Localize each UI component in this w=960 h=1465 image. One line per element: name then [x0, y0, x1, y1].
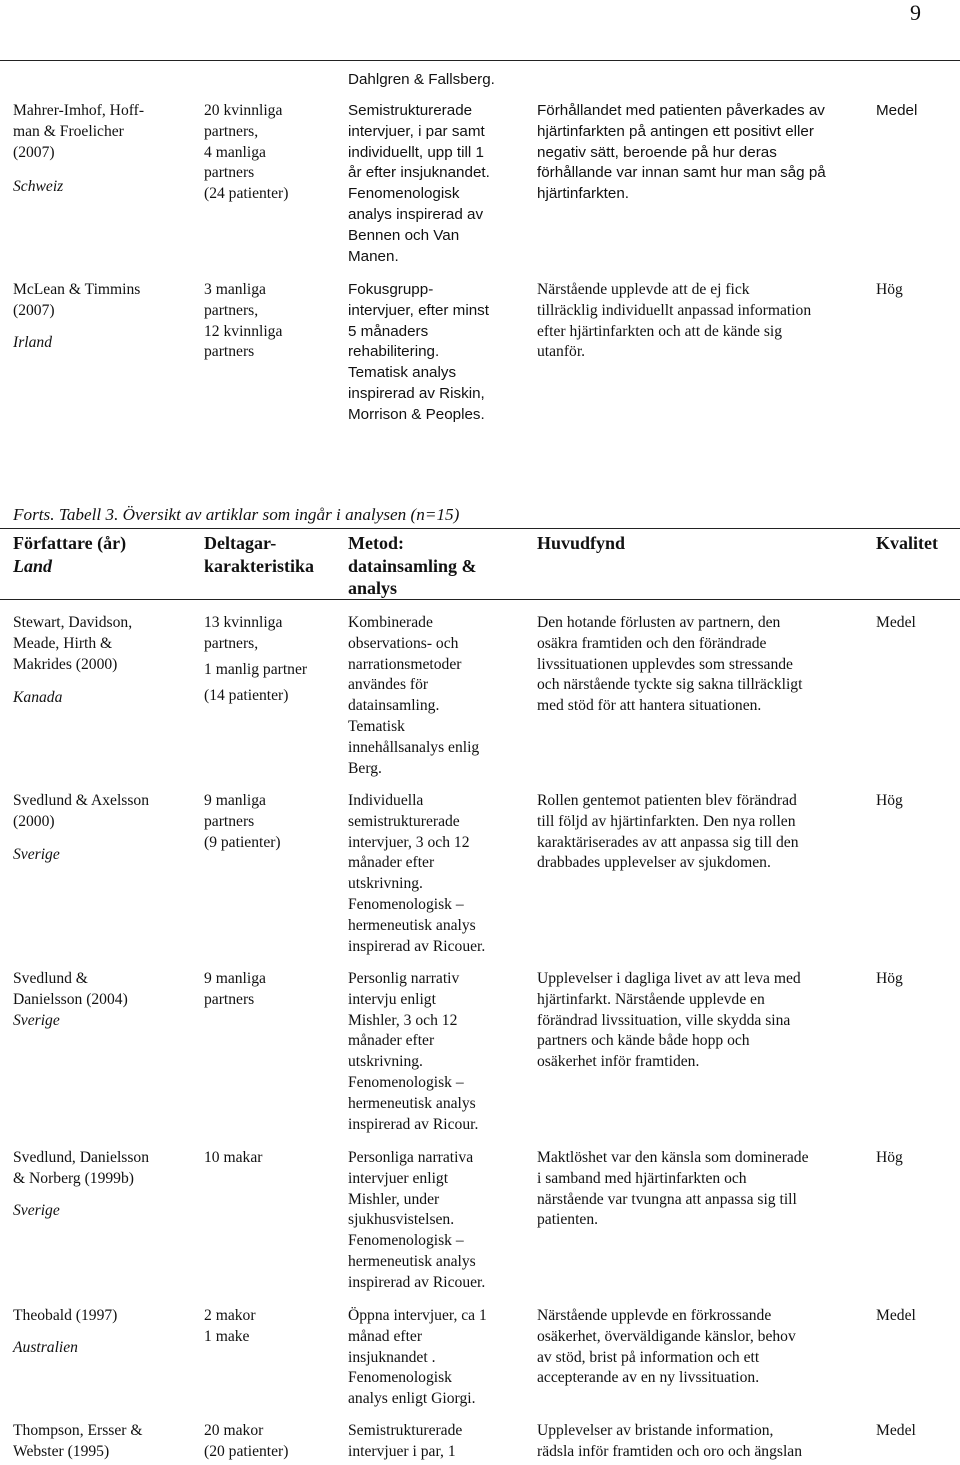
prev-row-0-author: Mahrer-Imhof, Hoff- man & Froelicher (2007): [13, 102, 145, 161]
row-3-author: Svedlund, Danielsson & Norberg (1999b): [13, 1149, 150, 1187]
row-3-method: Personliga narrativa intervjuer enligt Mishler, under sjukhusvistelsen. Fenomenologisk – hermeneutisk analys inspirerad av Ricouer.: [348, 1149, 486, 1291]
row-5-quality: Medel: [876, 1422, 916, 1439]
row-2-findings: Upplevelser i dagliga livet av att leva med hjärtinfarkt. Närstående upplevde en förändrad livssituation, ville skydda sina partners och kände både hopp och osäkerhet inför framtiden.: [537, 970, 801, 1071]
row-1-quality: Hög: [876, 792, 903, 809]
row-0-method: Kombinerade observations- och narrationsmetoder användes för datainsamling. Tematisk innehållsanalys enlig Berg.: [348, 614, 480, 777]
row-4-author: Theobald (1997): [13, 1307, 118, 1324]
row-1-findings: Rollen gentemot patienten blev förändrad till följd av hjärtinfarkten. Den nya rollen karaktäriserades av att anpassa sig till den drabbades upplevelser av sjukdomen.: [537, 792, 799, 872]
prev-row-1-findings: Närstående upplevde att de ej fick tillräcklig individuellt anpassad information efter hjärtinfarkten och att de kände sig utanför.: [537, 281, 812, 361]
row-3-participants: 10 makar: [204, 1149, 263, 1166]
row-2-author: Svedlund & Danielsson (2004): [13, 970, 128, 1008]
row-4-findings: Närstående upplevde en förkrossande osäkerhet, överväldigande känslor, behov av stöd, brist på information och ett accepterande av en ny livssituation.: [537, 1307, 796, 1387]
header-participants: Deltagar- karakteristika: [204, 533, 314, 576]
prev-row-0-method: Semistrukturerade intervjuer, i par samt individuellt, upp till 1 år efter insjuknandet. Fenomenologisk analys inspirerad av Bennen och Van Manen.: [348, 102, 490, 265]
row-3-country: Sverige: [13, 1202, 60, 1219]
table-caption: Forts. Tabell 3. Översikt av artiklar som ingår i analysen (n=15): [13, 505, 460, 524]
header-bottom-rule: [0, 599, 960, 600]
prev-row-0-findings: Förhållandet med patienten påverkades av hjärtinfarkten på antingen ett positivt eller negativ sätt, beroende på hur deras förhållande var innan samt hur man såg på hjärtinfarkten.: [537, 102, 826, 203]
row-5-participants: 20 makor (20 patienter): [204, 1422, 289, 1460]
prev-continuation: Dahlgren & Fallsberg.: [348, 71, 495, 88]
row-4-participants: 2 makor 1 make: [204, 1307, 256, 1345]
header-findings: Huvudfynd: [537, 533, 626, 553]
header-top-rule: [0, 528, 960, 529]
prev-row-1-author: McLean & Timmins (2007): [13, 281, 141, 319]
page-number: 9: [910, 0, 921, 25]
row-4-method: Öppna intervjuer, ca 1 månad efter insjuknandet . Fenomenologisk analys enligt Giorgi.: [348, 1307, 487, 1408]
row-0-country: Kanada: [13, 689, 63, 706]
top-rule: [0, 60, 960, 61]
header-quality: Kvalitet: [876, 533, 938, 553]
row-1-participants: 9 manliga partners (9 patienter): [204, 792, 281, 851]
row-1-method: Individuella semistrukturerade intervjuer, 3 och 12 månader efter utskrivning. Fenomenologisk – hermeneutisk analys inspirerad av Ricouer.: [348, 792, 486, 955]
header-method: Metod: datainsamling & analys: [348, 533, 477, 598]
row-0-participants: 13 kvinnliga partners, 1 manlig partner (14 patienter): [204, 614, 308, 705]
row-0-quality: Medel: [876, 614, 916, 631]
prev-row-1-country: Irland: [13, 334, 52, 351]
row-5-method: Semistrukturerade intervjuer i par, 1: [348, 1422, 463, 1460]
row-4-country: Australien: [13, 1339, 78, 1356]
prev-row-1-quality: Hög: [876, 281, 903, 298]
row-3-quality: Hög: [876, 1149, 903, 1166]
row-2-country: Sverige: [13, 1012, 60, 1029]
prev-row-1-method: Fokusgrupp- intervjuer, efter minst 5 månaders rehabilitering. Tematisk analys inspirerad av Riskin, Morrison & Peoples.: [348, 281, 489, 423]
row-1-author: Svedlund & Axelsson (2000): [13, 792, 150, 830]
row-5-author: Thompson, Ersser & Webster (1995): [13, 1422, 143, 1460]
prev-row-0-quality: Medel: [876, 102, 918, 119]
row-2-method: Personlig narrativ intervju enligt Mishler, 3 och 12 månader efter utskrivning. Fenomenologisk – hermeneutisk analys inspirerad av Ricour.: [348, 970, 479, 1133]
prev-row-0-participants: 20 kvinnliga partners, 4 manliga partners (24 patienter): [204, 102, 289, 203]
row-5-findings: Upplevelser av bristande information, rädsla inför framtiden och oro och ängslan: [537, 1422, 803, 1460]
row-3-findings: Maktlöshet var den känsla som dominerade i samband med hjärtinfarkten och närstående var tvungna att anpassa sig till patienten.: [537, 1149, 809, 1229]
prev-row-0-country: Schweiz: [13, 178, 64, 195]
row-0-findings: Den hotande förlusten av partnern, den osäkra framtiden och den förändrade livssituationen upplevdes som stressande och närstående tyckte sig sakna tillräckligt med stöd för att hantera situationen.: [537, 614, 803, 715]
prev-row-1-participants: 3 manliga partners, 12 kvinnliga partners: [204, 281, 283, 361]
row-1-country: Sverige: [13, 846, 60, 863]
row-2-quality: Hög: [876, 970, 903, 987]
row-0-author: Stewart, Davidson, Meade, Hirth & Makrides (2000): [13, 614, 133, 673]
header-author: Författare (år) Land: [13, 533, 127, 576]
row-4-quality: Medel: [876, 1307, 916, 1324]
row-2-participants: 9 manliga partners: [204, 970, 266, 1008]
